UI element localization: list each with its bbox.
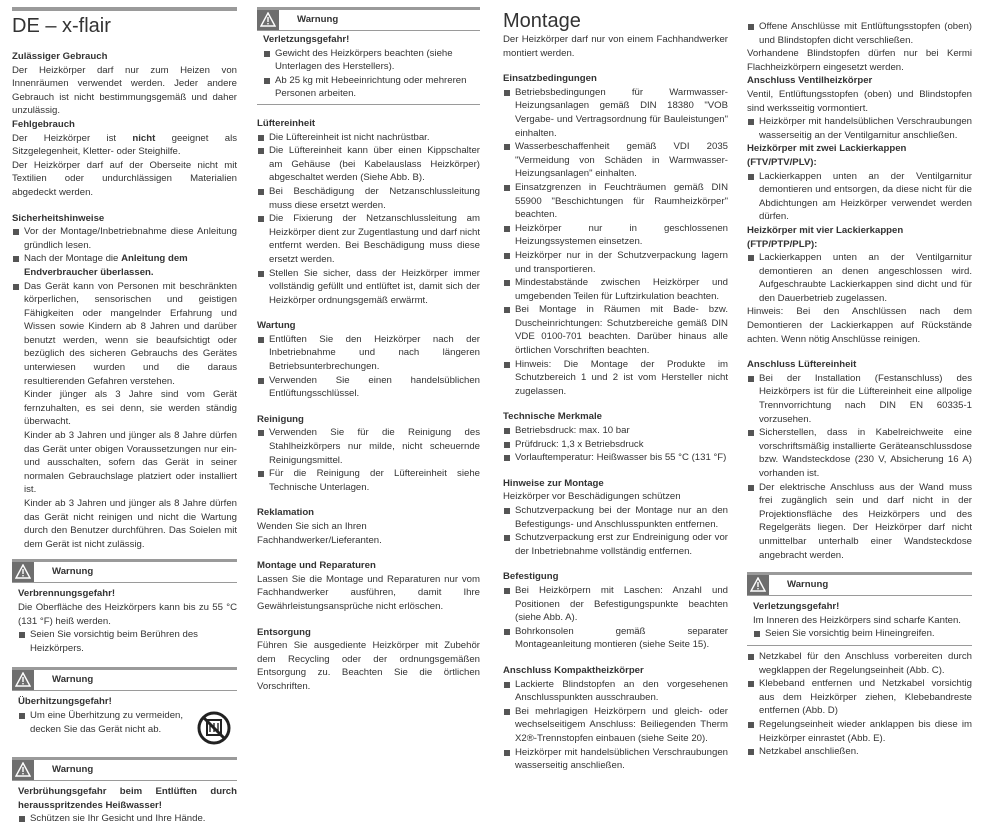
list-item: Heizkörper mit handelsüblichen Verschraubungen wasserseitig an der Ventilgarnitur anschließen.	[747, 115, 972, 142]
disposal-text: Führen Sie ausgediente Heizkörper mit Zubehör dem Recycling oder der ordnungsgemäßen Entsorgung zu. Beachten Sie die örtlichen Vorschriften.	[257, 640, 480, 692]
list-item: Um eine Überhitzung zu vermeiden, decken Sie das Gerät nicht ab.	[18, 709, 193, 736]
maintenance-list	[257, 333, 480, 401]
warning-box-scald	[12, 757, 237, 826]
list-item: Lackierkappen unten an der Ventilgarnitur demontieren an denen angeschlossen wird. Aufgeschraubte Lackierkappen sind dicht und für den Dauerbetrieb zugelassen.	[747, 251, 972, 305]
list-item: Seien Sie vorsichtig beim Berühren des Heizkörpers.	[18, 628, 237, 655]
fan-connection-heading: Anschluss Lüftereinheit	[747, 359, 857, 371]
warning-triangle-icon	[12, 670, 34, 690]
misuse-heading: Fehlgebrauch	[12, 118, 75, 130]
warning-box-overheat	[12, 667, 237, 745]
list-item: Verwenden Sie für die Reinigung des Stahlheizkörpers nur milde, nicht scheuernde Reinigungsmittel.	[257, 426, 480, 467]
list-item: Gewicht des Heizkörpers beachten (siehe Unterlagen des Herstellers).	[263, 47, 480, 74]
final-list	[747, 650, 972, 759]
list-item: Betriebsdruck: max. 10 bar	[503, 424, 728, 438]
safety-paragraph: Kinder ab 3 Jahren und jünger als 8 Jahre dürfen das Gerät unter obigen Voraussetzungen nur ein- und ausschalten, sofern das Gerät in seiner normalen Gebrauchslage platziert oder installiert ist.	[24, 430, 237, 496]
fan-connection-list	[747, 372, 972, 562]
warning-triangle-icon	[747, 575, 769, 595]
list-item: Netzkabel für den Anschluss vorbereiten durch wegklappen der Regelungseinheit (Abb. C).	[747, 650, 972, 677]
list-item: Vorlauftemperatur: Heißwasser bis 55 °C (131 °F)	[503, 451, 728, 465]
warning-heading: Verbrennungsgefahr!	[18, 588, 116, 600]
top-text: Vorhandene Blindstopfen dürfen nur bei Kermi Flachheizkörpern eingesetzt werden.	[747, 48, 972, 73]
warning-triangle-icon	[257, 10, 279, 30]
usage-heading: Zulässiger Gebrauch	[12, 51, 108, 62]
list-item: Die Lüftereinheit ist nicht nachrüstbar.	[257, 131, 480, 145]
page-title: DE – x-flair	[12, 15, 111, 37]
warning-triangle-icon	[12, 760, 34, 780]
list-item: Ab 25 kg mit Hebeeinrichtung oder mehreren Personen arbeiten.	[263, 74, 480, 101]
warning-heading: Verletzungsgefahr!	[753, 601, 840, 613]
list-item: Schützen sie Ihr Gesicht und Ihre Hände.	[18, 812, 237, 826]
warning-text: Die Oberfläche des Heizkörpers kann bis zu 55 °C (131 °F) heiß werden.	[18, 601, 237, 627]
warning-heading: Verletzungsgefahr!	[263, 34, 350, 45]
assembly-heading: Montage und Reparaturen	[257, 560, 376, 572]
list-item: Wasserbeschaffenheit gemäß VDI 2035 "Vermeidung von Schäden in Warmwasser-Heizungsanlagen" einhalten.	[503, 140, 728, 181]
assembly-text: Lassen Sie die Montage und Reparaturen nur vom Fachhandwerker ausführen, damit Ihre Gewährleistungsansprüche nicht erlöschen.	[257, 573, 480, 612]
list-item: Sicherstellen, dass in Kabelreichweite eine vorschriftsmäßig installierte Geräteanschlussdose bzw. Wandsteckdose (230 V, Absicherung 16 A) vorhanden ist.	[747, 426, 972, 480]
warning-text: Im Inneren des Heizkörpers sind scharfe Kanten.	[753, 614, 961, 626]
caps2-heading: Heizkörper mit zwei Lackierkappen (FTV/PTV/PLV):	[747, 143, 907, 168]
valve-heading: Anschluss Ventilheizkörper	[747, 75, 873, 87]
conditions-list	[503, 86, 728, 399]
warning-box-sharp-edges	[747, 572, 972, 641]
list-item: Offene Anschlüsse mit Entlüftungsstopfen (oben) und Blindstopfen dicht verschließen.	[747, 20, 972, 47]
conditions-heading: Einsatzbedingungen	[503, 73, 597, 85]
section-title: Montage	[503, 10, 581, 32]
fixing-heading: Befestigung	[503, 571, 559, 583]
list-item: Mindestabstände zwischen Heizkörper und umgebenden Teilen für Luftzirkulation beachten.	[503, 276, 728, 303]
fixing-list	[503, 584, 728, 652]
misuse-text: Der Heizkörper ist nicht geeignet als Sitzgelegenheit, Kletter- oder Steighilfe.	[12, 132, 237, 158]
list-item: Die Lüftereinheit kann über einen Kippschalter am Gehäuse (bei Kabelauslass Heizkörper) abgeschaltet werden (Siehe Abb. B).	[257, 144, 480, 185]
list-item: Seien Sie vorsichtig beim Hineingreifen.	[753, 627, 972, 641]
list-item: Das Gerät kann von Personen mit beschränkten körperlichen, sensorischen und geistigen Fähigkeiten oder mangelnder Erfahrung und Wissen sowie Kindern ab 8 Jahren und darüber benutzt werden, wenn sie beaufsichtigt oder bezüglich des sicheren Gebrauchs des Gerätes unterwiesen wurden und die daraus resultierenden Gefahren verstehen.	[12, 280, 237, 389]
warning-label: Warnung	[52, 763, 94, 775]
cleaning-list	[257, 426, 480, 494]
list-item: Bohrkonsolen gemäß separater Montageanleitung montieren (siehe Seite 15).	[503, 625, 728, 652]
maintenance-heading: Wartung	[257, 320, 296, 332]
intro-text: Der Heizkörper darf nur von einem Fachhandwerker montiert werden.	[503, 34, 728, 59]
tech-list	[503, 424, 728, 465]
caps4-note: Hinweis: Bei den Anschlüssen nach dem Demontieren der Lackierkappen auf Rückstände achten. Wenn nötig Anschlüsse reinigen.	[747, 306, 972, 345]
column-3	[503, 0, 728, 773]
list-item: Bei Montage in Räumen mit Bade- bzw. Duscheinrichtungen: Schutzbereiche gemäß DIN VDE 0100-701 beachten. Darüber hinaus alle örtlichen Vorschriften beachten.	[503, 303, 728, 357]
list-item: Betriebsbedingungen für Warmwasser-Heizungsanlagen gemäß DIN 18380 "VOB Vergabe- und Vertragsordnung für Bauleistungen" einhalten.	[503, 86, 728, 140]
list-item: Bei mehrlagigen Heizkörpern und gleich- oder wechselseitigem Anschluss: Beiliegenden Therm X2®-Trennstopfen einbauen (siehe Seite 20).	[503, 705, 728, 746]
misuse-text-2: Der Heizkörper darf auf der Oberseite nicht mit Textilien oder undurchlässigen Materialien abgedeckt werden.	[12, 159, 237, 198]
list-item: Einsatzgrenzen in Feuchträumen gemäß DIN 55900 "Beschichtungen für Raumheizkörper" beachten.	[503, 181, 728, 222]
safety-paragraph: Kinder ab 3 Jahren und jünger als 8 Jahre dürfen das Gerät nicht reinigen und nicht die Wartung durch den Benutzer durchführen. Das Soielen mit dem Gerät ist nicht zulässig.	[24, 498, 237, 550]
compact-list	[503, 678, 728, 773]
list-item: Bei der Installation (Festanschluss) des Heizkörpers ist für die Lüftereinheit eine allpolige Trennvorrichtung nach DIN EN 60335-1 vorzusehen.	[747, 372, 972, 426]
warning-label: Warnung	[52, 566, 94, 578]
warning-triangle-icon	[12, 562, 34, 582]
warning-label: Warnung	[52, 674, 94, 686]
list-item: Netzkabel anschließen.	[747, 745, 972, 759]
safety-heading: Sicherheitshinweise	[12, 212, 105, 224]
fan-list	[257, 131, 480, 308]
list-item: Für die Reinigung der Lüftereinheit siehe Technische Unterlagen.	[257, 467, 480, 494]
list-item: Die Fixierung der Netzanschlussleitung am Heizkörper dient zur Zugentlastung und darf nicht entfernt werden. Bei Beschädigung muss diese ersetzt werden.	[257, 212, 480, 266]
list-item: Entlüften Sie den Heizkörper nach der Inbetriebnahme und nach längeren Betriebsunterbrechungen.	[257, 333, 480, 374]
list-item: Heizkörper nur in der Schutzverpackung lagern und transportieren.	[503, 249, 728, 276]
warning-heading: Überhitzungsgefahr!	[18, 696, 112, 708]
fan-heading: Lüftereinheit	[257, 117, 316, 129]
warning-box-injury	[257, 7, 480, 101]
warning-label: Warnung	[787, 579, 829, 591]
column-2	[257, 0, 480, 694]
list-item: Klebeband entfernen und Netzkabel vorsichtig aus dem Heizkörper ziehen, Klebebandreste entfernen (Abb. D)	[747, 677, 972, 718]
tech-heading: Technische Merkmale	[503, 411, 603, 423]
list-item: Schutzverpackung erst zur Endreinigung oder vor der Inbetriebnahme vollständig entfernen.	[503, 531, 728, 558]
column-1	[12, 0, 237, 826]
notes-heading: Hinweise zur Montage	[503, 477, 604, 489]
list-item: Prüfdruck: 1,3 x Betriebsdruck	[503, 438, 728, 452]
complaint-text: Wenden Sie sich an Ihren Fachhandwerker/Lieferanten.	[257, 521, 382, 546]
list-item: Schutzverpackung bei der Montage nur an den Befestigungs- und Anschlusspunkten entfernen.	[503, 504, 728, 531]
safety-list	[12, 225, 237, 388]
list-item: Der elektrische Anschluss aus der Wand muss frei zugänglich sein und darf nicht in der Projektionsfläche des Heizkörpers und des Regelgeräts liegen. Der Heizkörper darf nicht unmittelbar unterhalb einer Wandsteckdose angebracht werden.	[747, 481, 972, 563]
list-item: Lackierkappen unten an der Ventilgarnitur demontieren und entsorgen, da diese nicht für die Abdichtungen am Heizkörper verwendet werden dürfen.	[747, 170, 972, 224]
list-item: Bei Beschädigung der Netzanschlussleitung muss diese ersetzt werden.	[257, 185, 480, 212]
list-item: Lackierte Blindstopfen an den vorgesehenen Anschlusspunkten ausschrauben.	[503, 678, 728, 705]
column-4	[747, 20, 972, 759]
valve-text: Ventil, Entlüftungsstopfen (oben) und Blindstopfen sind werksseitig vormontiert.	[747, 88, 972, 114]
list-item: Heizkörper mit handelsüblichen Verschraubungen wasserseitig anschließen.	[503, 746, 728, 773]
cleaning-heading: Reinigung	[257, 413, 304, 425]
warning-label: Warnung	[297, 14, 339, 25]
compact-heading: Anschluss Kompaktheizkörper	[503, 664, 644, 676]
warning-heading: Verbrühungsgefahr beim Entlüften durch herausspritzendes Heißwasser!	[18, 785, 237, 811]
list-item: Heizkörper nur in geschlossenen Heizungssystemen einsetzen.	[503, 222, 728, 249]
list-item: Bei Heizkörpern mit Laschen: Anzahl und Positionen der Befestigungspunkte beachten (siehe Abb. A).	[503, 584, 728, 625]
top-rule	[12, 7, 237, 11]
list-item: Hinweis: Die Montage der Produkte im Schutzbereich 1 und 2 ist vom Hersteller nicht zugelassen.	[503, 358, 728, 399]
do-not-cover-icon	[197, 711, 231, 745]
list-item: Stellen Sie sicher, dass der Heizkörper immer vollständig gefüllt und entlüftet ist, damit sich der Heizkörper ordnungsgemäß erwärmt.	[257, 267, 480, 308]
list-item: Regelungseinheit wieder anklappen bis diese im Heizkörper einrastet (Abb. E).	[747, 718, 972, 745]
complaint-heading: Reklamation	[257, 507, 315, 519]
disposal-heading: Entsorgung	[257, 626, 311, 638]
caps4-heading: Heizkörper mit vier Lackierkappen (FTP/PTP/PLP):	[747, 224, 904, 250]
safety-paragraph: Kinder jünger als 3 Jahre sind vom Gerät fernzuhalten, es sei denn, sie werden ständig überwacht.	[24, 389, 237, 428]
list-item: Vor der Montage/Inbetriebnahme diese Anleitung gründlich lesen.	[12, 225, 237, 252]
usage-text: Der Heizkörper darf nur zum Heizen von Innenräumen verwendet werden. Jeder andere Gebrauch ist nicht bestimmungsgemäß und daher unzulässig.	[12, 64, 237, 117]
warning-box-burn	[12, 559, 237, 655]
list-item: Nach der Montage die Anleitung dem Endverbraucher überlassen.	[12, 252, 237, 279]
list-item: Verwenden Sie einen handelsüblichen Entlüftungsschlüssel.	[257, 374, 480, 401]
notes-list	[503, 504, 728, 558]
notes-text: Heizkörper vor Beschädigungen schützen	[503, 491, 681, 503]
